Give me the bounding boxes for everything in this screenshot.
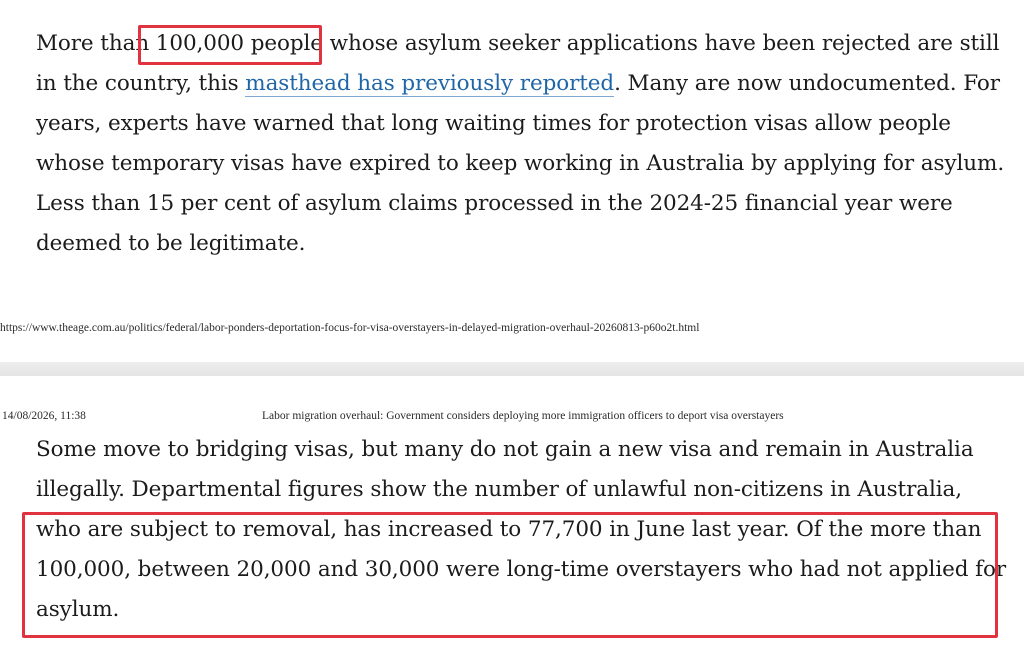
print-header-date: 14/08/2026, 11:38 xyxy=(2,410,86,422)
para-text-middle: whose asylum seeker applications have been rejected are still in the country, this xyxy=(36,31,1000,96)
article-paragraph-1 xyxy=(36,24,1011,264)
para-text-start: More tha xyxy=(36,31,136,56)
print-footer-url: https://www.theage.com.au/politics/federal/labor-ponders-deportation-focus-for-visa-overstayers-in-delayed-migration-overhaul-20260813-p60o2t.html xyxy=(0,322,700,334)
highlighted-phrase: n 100,000 people xyxy=(135,31,323,56)
para-text-end: . Many are now undocumented. For years, experts have warned that long waiting times for protection visas allow people whose temporary visas have expired to keep working in Australia by applying for asylum. Less than 15 per cent of asylum claims processed in the 2024-25 financial year were deemed to be legitimate. xyxy=(36,71,1005,256)
masthead-link[interactable]: masthead has previously reported xyxy=(245,71,615,96)
print-header-title: Labor migration overhaul: Government considers deploying more immigration officers to deport visa overstayers xyxy=(262,410,784,422)
page-break xyxy=(0,362,1024,376)
article-paragraph-2: Some move to bridging visas, but many do not gain a new visa and remain in Australia illegally. Departmental figures show the number of unlawful non-citizens in Australia, who are subject to removal, has increased to 77,700 in June last year. Of the more than 100,000, between 20,000 and 30,000 were long-time overstayers who had not applied for asylum. xyxy=(36,437,1006,622)
